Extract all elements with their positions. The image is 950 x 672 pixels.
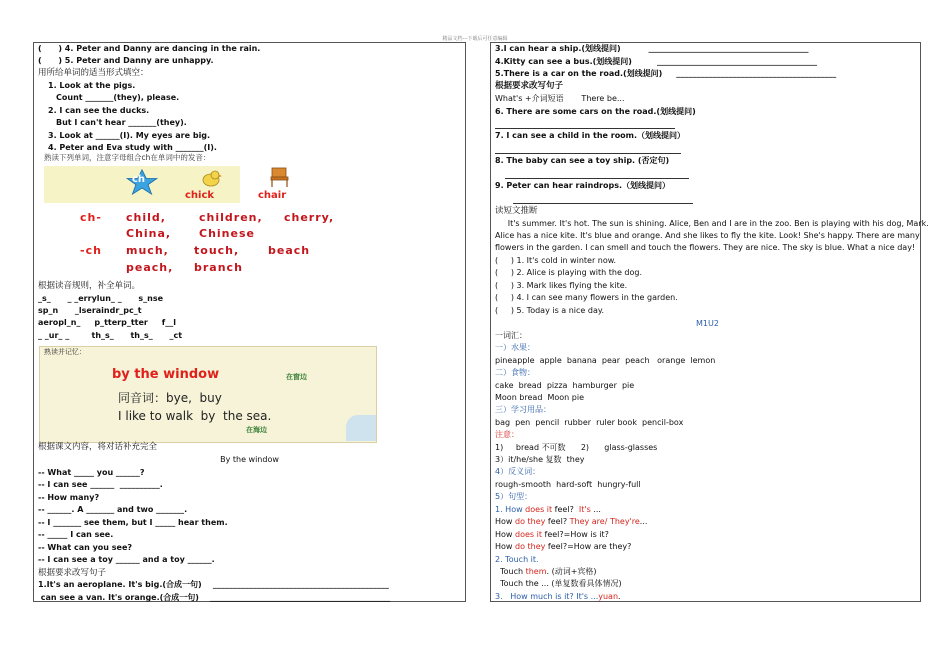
s-text: ... [639, 517, 648, 526]
img2-caption: 熟读并记忆： [44, 348, 86, 356]
s-text: feel?=How are they? [545, 542, 632, 551]
dialog-line: -- I can see a toy ______ and a toy ______. [38, 555, 215, 564]
ch-word: Chinese [199, 227, 255, 240]
dialog-line: -- I _______ see them, but I _____ hear them. [38, 518, 228, 527]
school-list: bag pen pencil rubber ruler book pencil-box [495, 418, 684, 427]
note-by-sea: 在海边 [246, 426, 267, 434]
ch-row3-lead: -ch [80, 244, 102, 257]
s-key: yuan [598, 592, 619, 601]
s-key: do they [515, 542, 546, 551]
s-text: How [495, 517, 515, 526]
unit-title: M1U2 [696, 319, 719, 328]
ch-word: children, [199, 211, 263, 224]
fill-4: 4. Peter and Eva study with _______(I). [48, 143, 217, 152]
img1-caption: 熟读下列单词，注意字母组合ch在单词中的发音： [44, 153, 211, 162]
by-window-phrase: by the window [112, 367, 220, 382]
question-4: 4.Kitty can see a bus.(划线提问) ________________________________________ [495, 57, 817, 66]
fruit-list: pineapple apple banana pear peach orange lemon [495, 356, 716, 365]
note-line-1: 1) bread 不可数 2) glass-glasses [495, 443, 658, 452]
tf-item: ( ) 5. Today is a nice day. [495, 306, 605, 315]
dialog-line: -- _____ I can see. [38, 530, 114, 539]
answer-line [513, 203, 693, 204]
s-text: feel? [552, 505, 579, 514]
ch-word: touch, [194, 244, 240, 257]
question-8: 8. The baby can see a toy ship. (否定句) [495, 156, 670, 165]
spell-row-3: aeropl_n_ p_tterp_tter f__l [38, 318, 176, 327]
chair-word: chair [258, 190, 287, 201]
antonym-heading: 4）反义词： [495, 467, 541, 476]
question-5: 5.There is a car on the road.(划线提问) ________________________________________ [495, 69, 837, 78]
spell-row-2: sp_n _lseraindr_pc_t [38, 306, 142, 315]
note-by-window: 在窗边 [286, 373, 307, 381]
change-title: 根据要求改写句子 [495, 81, 564, 91]
chick-icon [200, 168, 222, 188]
ch-row1-lead: ch- [80, 211, 102, 224]
question-7: 7. I can see a child in the room.（划线提问） [495, 131, 686, 140]
ch-word: China, [126, 227, 172, 240]
spell-title: 根据读音规则，补全单词。 [38, 281, 141, 291]
food-list-2: Moon bread Moon pie [495, 393, 585, 402]
passage-line: It's summer. It's hot. The sun is shining. Alice, Ben and I are in the zoo. Ben is playing with his dog, Mark. [495, 219, 929, 228]
ch-word: much, [126, 244, 169, 257]
ch-word: peach, [126, 261, 174, 274]
ch-word: beach [268, 244, 311, 257]
s-text: How [495, 530, 515, 539]
answer-line [495, 128, 675, 129]
dialog-line: -- ______. A _______ and two _______. [38, 505, 188, 514]
rewrite-1: 1.It's an aeroplane. It's big.(合成一句) ____________________________________________ [38, 580, 389, 589]
by-picture [39, 346, 377, 443]
sentence-2 [495, 517, 647, 527]
note-line-2: 3）it/he/she 复数 they [495, 455, 585, 464]
school-heading: 三）学习用品： [495, 405, 551, 414]
chick-word: chick [185, 190, 215, 201]
fill-2b: But I can't hear _______(they). [56, 118, 187, 127]
s-text: feel?=How is it? [541, 530, 609, 539]
fill-1a: 1. Look at the pigs. [48, 81, 136, 90]
s-text: . [618, 592, 621, 601]
fill-2a: 2. I can see the ducks. [48, 106, 150, 115]
sentence-heading: 5）句型： [495, 492, 533, 501]
dialog-title: 根据课文内容，将对话补充完全 [38, 442, 158, 452]
right-column [490, 42, 929, 602]
s-key: They are/ They're [569, 517, 640, 526]
tf-item: ( ) 1. It's cold in winter now. [495, 256, 617, 265]
sea-decoration [346, 415, 376, 441]
ch-badge: ch [132, 174, 146, 185]
passage-line: flowers in the garden. I can smell and touch the flowers. They are nice. The sky is blue. What a nice day! [495, 243, 916, 252]
dialog-line: -- How many? [38, 493, 100, 502]
s-key: does it [525, 505, 553, 514]
note-heading: 注意： [495, 430, 519, 439]
rewrite-2: can see a van. It's orange.(合成一句) _____________________________________________ [38, 593, 391, 602]
ch-word: branch [194, 261, 243, 274]
s-text: Touch [495, 567, 526, 576]
dialog-line: -- What _____ you ______? [38, 468, 145, 477]
fill-3: 3. Look at ______(I). My eyes are big. [48, 131, 211, 140]
answer-line [505, 178, 689, 179]
sentence-1 [495, 505, 601, 515]
sentence-6 [495, 567, 597, 577]
change-hint: What's +介词短语 There be... [495, 94, 625, 103]
sentence-4 [495, 542, 631, 552]
judge-item-4: ( ) 4. Peter and Danny are dancing in the rain. [38, 44, 261, 53]
s-key: does it [515, 530, 542, 539]
read-title: 读短文推断 [495, 206, 538, 216]
food-heading: 二）食物： [495, 368, 535, 377]
s-text: feel? [545, 517, 570, 526]
vocab-title: 一词汇： [495, 331, 527, 340]
s-text: 1. How [495, 505, 526, 514]
homophone-line: 同音词：bye, buy [118, 391, 222, 405]
s-text: 3. How much is it? It's ... [495, 592, 599, 601]
rewrite-title: 根据要求改写句子 [38, 568, 107, 578]
question-9: 9. Peter can hear raindrops.（划线提问） [495, 181, 671, 190]
judge-item-5: ( ) 5. Peter and Danny are unhappy. [38, 56, 214, 65]
sentence-8 [495, 592, 621, 602]
spell-row-1: _s_ _ _errylun_ _ s_nse [38, 294, 164, 303]
tf-item: ( ) 3. Mark likes flying the kite. [495, 281, 628, 290]
s-text: . (动词+宾格) [546, 567, 597, 576]
answer-line [495, 153, 681, 154]
food-list-1: cake bread pizza hamburger pie [495, 381, 635, 390]
sea-sentence: I like to walk by the sea. [118, 409, 272, 423]
s-key: them [525, 567, 547, 576]
tf-item: ( ) 2. Alice is playing with the dog. [495, 268, 643, 277]
left-column [33, 42, 466, 602]
s-key: do they [515, 517, 546, 526]
fruit-heading: 一）水果： [495, 343, 535, 352]
sentence-5: 2. Touch it. [495, 555, 539, 564]
question-6: 6. There are some cars on the road.(划线提问) [495, 107, 696, 116]
s-text: ... [590, 505, 601, 514]
passage-line: Alice has a nice kite. It's blue and orange. And she likes to fly the kite. Look! She's happy. There are many [495, 231, 920, 240]
ch-word: cherry, [284, 211, 335, 224]
dialog-line: -- What can you see? [38, 543, 133, 552]
ch-word: child, [126, 211, 166, 224]
sentence-3 [495, 530, 609, 540]
spell-row-4: _ _ur_ _ th_s_ th_s_ _ct [38, 331, 183, 340]
dialog-line: -- I can see ______ __________. [38, 480, 163, 489]
tf-item: ( ) 4. I can see many flowers in the garden. [495, 293, 678, 302]
chair-icon [268, 166, 292, 188]
question-3: 3.I can hear a ship.(划线提问) ________________________________________ [495, 44, 809, 53]
sentence-7: Touch the ... (单复数看具体情况) [495, 579, 622, 588]
page-header: 精品文档---下载后可任意编辑 [442, 36, 508, 42]
ch-picture [44, 166, 287, 203]
antonym-list: rough-smooth hard-soft hungry-full [495, 480, 641, 489]
s-key: It's [578, 505, 591, 514]
fill-title: 用所给单词的适当形式填空： [38, 68, 149, 78]
dialog-heading: By the window [220, 455, 279, 464]
fill-1b: Count _______(they), please. [56, 93, 180, 102]
s-text: How [495, 542, 515, 551]
